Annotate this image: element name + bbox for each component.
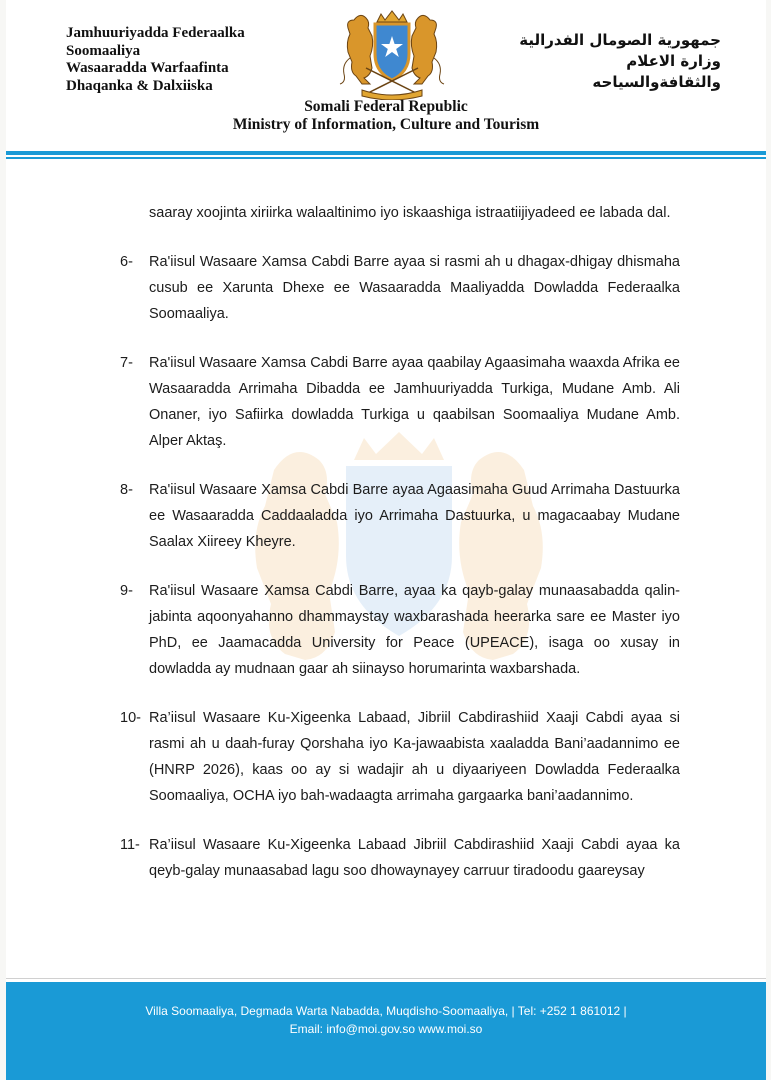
footer-bar (6, 982, 766, 1080)
header-divider-thin (6, 157, 766, 159)
list-item (120, 350, 680, 454)
header-right-line-2: وزارة الاعلام (626, 52, 721, 70)
list-item (120, 832, 680, 884)
letter-body (120, 200, 680, 907)
item-number: 10- (120, 710, 141, 726)
footer-divider (6, 978, 766, 979)
list-item (120, 249, 680, 327)
header-english-title (6, 98, 766, 134)
header-right-line-1: جمهورية الصومال الفدرالية (519, 31, 721, 49)
continuation-text: saaray xoojinta xiriirka walaaltinimo iyo iskaashiga istraatiijiyadeed ee labada dal. (149, 205, 671, 221)
footer-contact: Email: info@moi.gov.so www.moi.so (289, 1022, 483, 1036)
header-arabic-title (519, 30, 721, 93)
item-text: Ra'iisul Wasaare Xamsa Cabdi Barre ayaa si rasmi ah u dhagax-dhigay dhismaha cusub ee Xarunta Dhexe ee Wasaaradda Maaliyadda Dowladda Federaalka Soomaaliya. (149, 254, 680, 322)
item-number: 7- (120, 355, 133, 371)
item-number: 8- (120, 482, 133, 498)
header-left-line-1: Jamhuuriyadda Federaalka (66, 25, 245, 41)
header-left-line-2: Soomaaliya (66, 42, 141, 59)
header-left-line-4: Dhaqanka & Dalxiiska (66, 77, 213, 94)
item-number: 6- (120, 254, 133, 270)
item-text: Ra'iisul Wasaare Xamsa Cabdi Barre ayaa qaabilay Agaasimaha waaxda Afrika ee Wasaaradda Arrimaha Dibadda ee Jamhuuriyadda Turkiga, Mudane Amb. Ali Onaner, iyo Safiirka dowladda Turkiga u qaabilsan Soomaaliya Mudane Amb. Alper Aktaş. (149, 355, 680, 449)
item-text: Ra’iisul Wasaare Ku-Xigeenka Labaad Jibriil Cabdirashiid Xaaji Cabdi ayaa ka qeyb-galay munaasabad lagu soo dhowaynayey carruur tiradoodu gaareysay (149, 837, 680, 879)
header-right-line-3: والثقافةوالسياحه (592, 73, 721, 91)
item-number: 9- (120, 583, 133, 599)
list-item (120, 705, 680, 809)
footer-address: Villa Soomaaliya, Degmada Warta Nabadda, Muqdisho-Soomaaliya, | Tel: +252 1 861012 | (145, 1004, 627, 1018)
item-text: Ra’iisul Wasaare Ku-Xigeenka Labaad, Jibriil Cabdirashiid Xaaji Cabdi ayaa si rasmi ah u daah-furay Qorshaha iyo Ka-jawaabista xaaladda Bani’aadannimo ee (HNRP 2026), kaas oo ay si wadajir ah u diyaariyeen Dowladda Federaalka Soomaaliya, OCHA iyo bah-wadaagta arrimaha gargaarka bani’aadannimo. (149, 710, 680, 804)
header-somali-title (66, 25, 245, 95)
list-item (120, 578, 680, 682)
header-left-line-3: Wasaaradda Warfaafinta (66, 60, 229, 76)
item-number: 11- (120, 837, 140, 853)
item-text: Ra'iisul Wasaare Xamsa Cabdi Barre ayaa Agaasimaha Guud Arrimaha Dastuurka ee Wasaaradda Caddaaladda iyo Arrimaha Dastuurka, u magacaabay Mudane Saalax Xiireey Kheyre. (149, 482, 680, 550)
continuation-paragraph (120, 200, 680, 226)
header-divider (6, 151, 766, 155)
letter-page (6, 0, 766, 1080)
somali-coat-of-arms-icon (336, 8, 448, 100)
item-text: Ra'iisul Wasaare Xamsa Cabdi Barre, ayaa ka qayb-galay munaasabadda qalin-jabinta aqoonyahanno dhammaystay waxbarashada heerarka sare ee Master iyo PhD, ee Jaamacadda University for Peace (UPEACE), isaga oo xusay in dowladda ay mudnaan gaar ah siinayso horumarinta waxbarshada. (149, 583, 680, 677)
header-center-line-1: Somali Federal Republic (304, 98, 468, 115)
header-center-line-2: Ministry of Information, Culture and Tourism (232, 116, 540, 133)
list-item (120, 477, 680, 555)
